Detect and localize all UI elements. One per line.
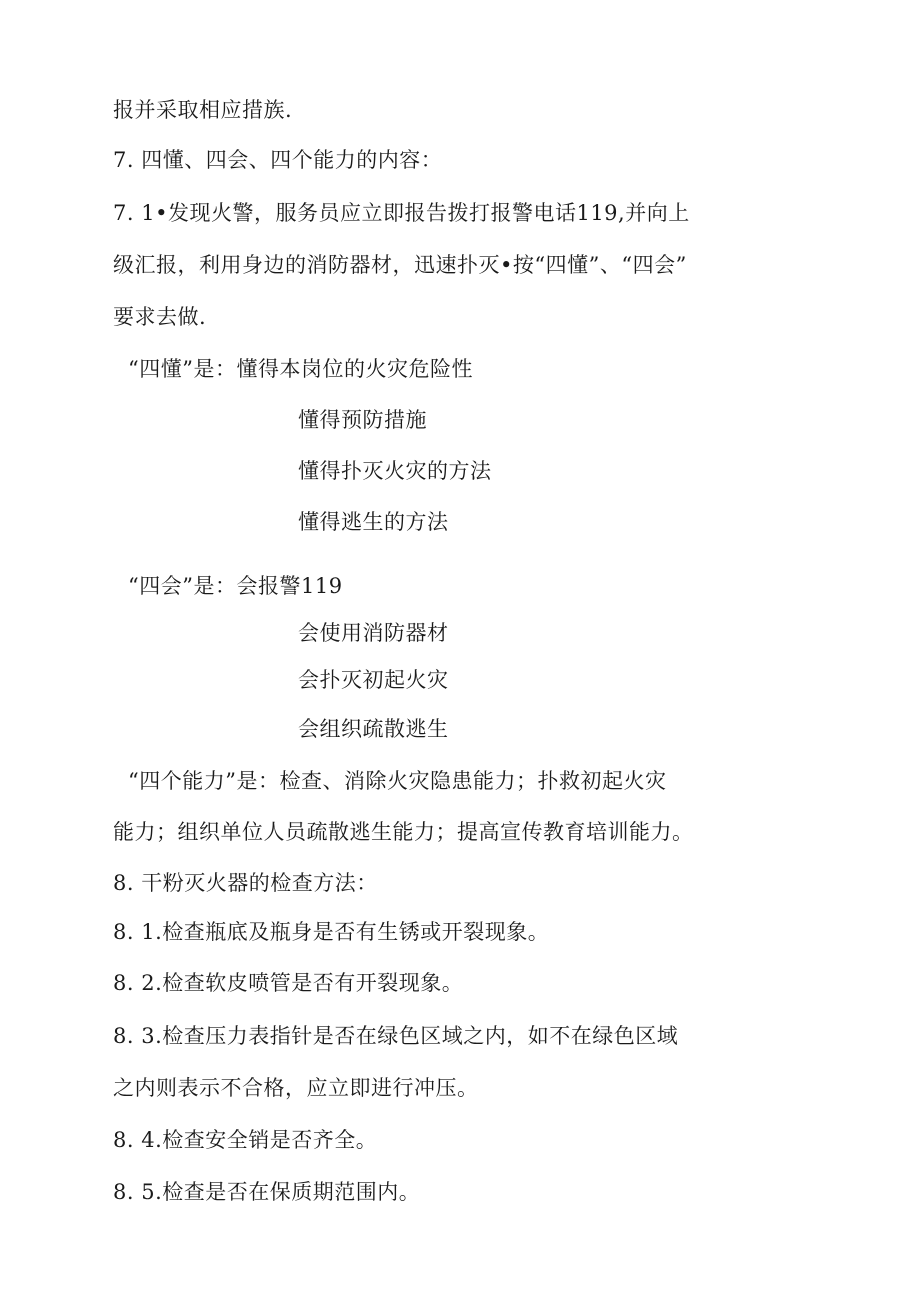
text-line-8-5: 8. 5.检查是否在保质期范围内。 [113,1180,421,1204]
text-line-8-4: 8. 4.检查安全销是否齐全。 [113,1128,378,1152]
four-can-item-3: 会扑灭初起火灾 [298,668,449,692]
section-7-heading: 7. 四懂、四会、四个能力的内容： [113,148,443,172]
four-can-title: “四会”是：会报警119 [128,574,343,598]
four-understand-title: “四懂”是：懂得本岗位的火灾危险性 [128,357,473,381]
text-line-8-1: 8. 1.检查瓶底及瓶身是否有生锈或开裂现象。 [113,920,550,944]
text-line-8-3: 8. 3.检查压力表指针是否在绿色区域之内，如不在绿色区域 [113,1024,679,1048]
text-line-7-1-cont: 级汇报，利用身边的消防器材，迅速扑灭•按“四懂”、“四会” [113,253,687,277]
four-understand-item-2: 懂得预防措施 [298,408,427,432]
four-abilities-line-1: “四个能力”是：检查、消除火灾隐患能力；扑救初起火灾 [128,769,667,793]
text-line-7-1-end: 要求去做. [113,305,207,329]
text-line-8-3-cont: 之内则表示不合格，应立即进行冲压。 [113,1076,479,1100]
text-line-8-2: 8. 2.检查软皮喷管是否有开裂现象。 [113,971,464,995]
section-8-heading: 8. 干粉灭火器的检查方法： [113,871,378,895]
four-can-item-2: 会使用消防器材 [298,621,449,645]
four-can-item-4: 会组织疏散逃生 [298,717,449,741]
text-line-1: 报并采取相应措族. [113,98,293,122]
four-understand-item-4: 懂得逃生的方法 [298,510,449,534]
four-understand-item-3: 懂得扑灭火灾的方法 [298,459,492,483]
text-line-7-1: 7. 1•发现火警，服务员应立即报告拨打报警电话119,并向上 [113,201,690,225]
four-abilities-line-2: 能力；组织单位人员疏散逃生能力；提高宣传教育培训能力。 [113,820,694,844]
